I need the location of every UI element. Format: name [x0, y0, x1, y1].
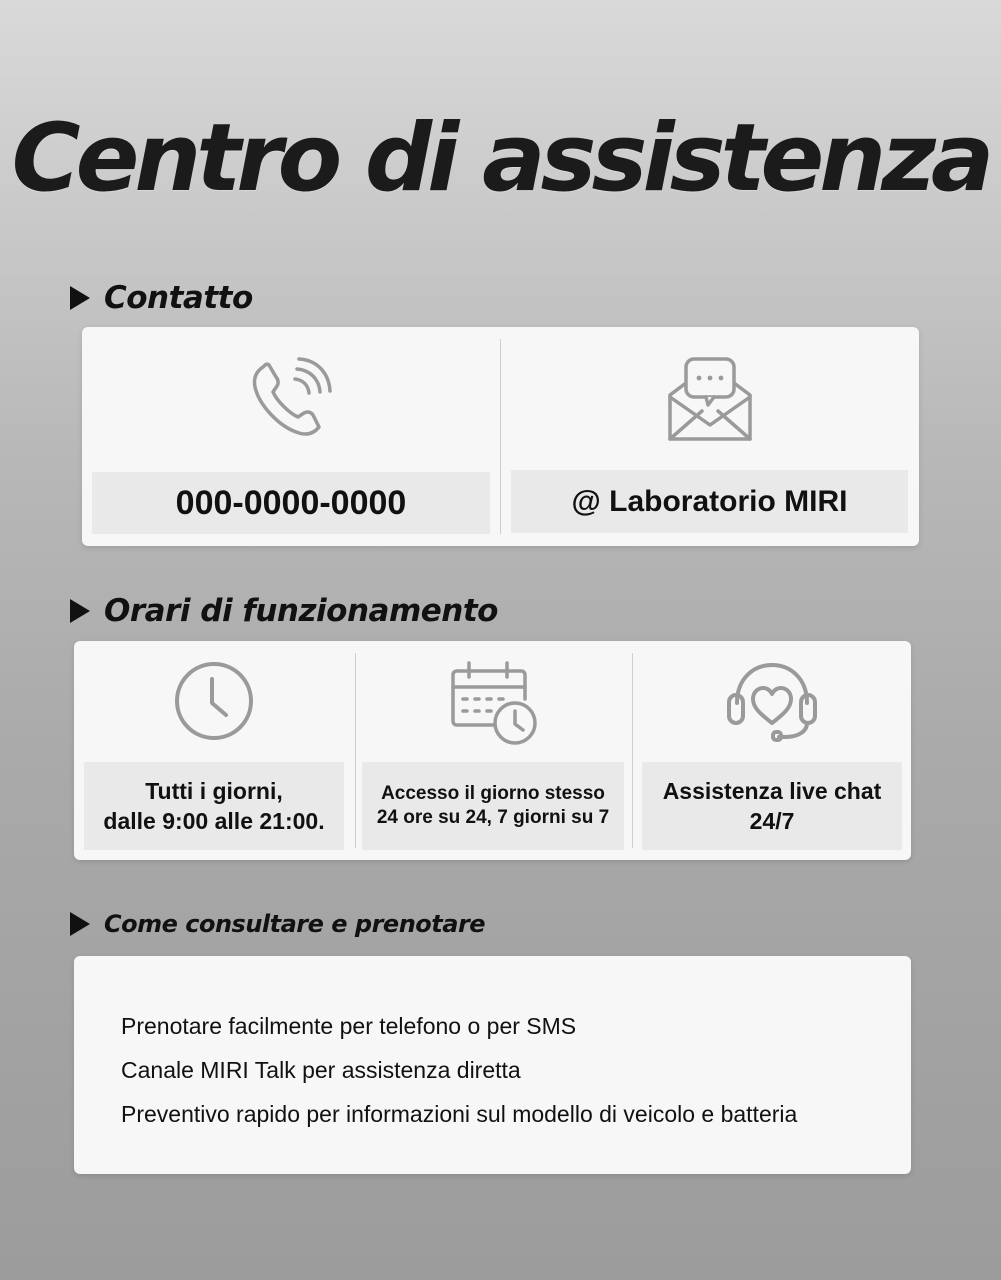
- triangle-bullet-icon: [70, 286, 90, 310]
- page-title: Centro di assistenza: [11, 104, 990, 213]
- hours-sameday-line1: Accesso il giorno stesso: [381, 783, 605, 804]
- phone-label: 000-0000-0000: [92, 472, 490, 534]
- hours-livechat-line2: 24/7: [749, 808, 795, 834]
- email-cell[interactable]: [501, 327, 919, 546]
- contact-heading: Contatto: [104, 280, 253, 316]
- section-heading-contact: [70, 280, 253, 316]
- contact-card: [82, 327, 919, 546]
- hours-sameday-line2: 24 ore su 24, 7 giorni su 7: [376, 807, 610, 828]
- calendar-clock-icon: [449, 659, 539, 747]
- list-item: Canale MIRI Talk per assistenza diretta: [121, 1057, 521, 1083]
- booking-card: [74, 956, 911, 1174]
- hours-card: [74, 641, 911, 860]
- booking-heading: Come consultare e prenotare: [104, 910, 486, 938]
- hours-cell-daily: [74, 641, 354, 860]
- mail-chat-icon: [662, 351, 758, 445]
- list-item: Preventivo rapido per informazioni sul modello di veicolo e batteria: [121, 1101, 798, 1127]
- hours-cell-sameday: [356, 641, 632, 860]
- email-label: @ Laboratorio MIRI: [511, 470, 908, 533]
- hours-label-livechat: [642, 762, 902, 850]
- section-heading-hours: [70, 593, 498, 629]
- triangle-bullet-icon: [70, 599, 90, 623]
- section-heading-booking: [70, 910, 485, 938]
- phone-icon: [243, 349, 339, 445]
- hours-label-daily: [84, 762, 344, 850]
- headset-heart-icon: [723, 659, 821, 743]
- hours-label-sameday: [362, 762, 624, 850]
- booking-list: [121, 1004, 797, 1136]
- hours-daily-line2: dalle 9:00 alle 21:00.: [103, 808, 325, 834]
- triangle-bullet-icon: [70, 912, 90, 936]
- hours-heading: Orari di funzionamento: [104, 593, 498, 629]
- phone-cell[interactable]: [82, 327, 500, 546]
- list-item: Prenotare facilmente per telefono o per SMS: [121, 1013, 577, 1039]
- hours-cell-livechat: [633, 641, 911, 860]
- hours-livechat-line1: Assistenza live chat: [662, 778, 882, 804]
- hours-daily-line1: Tutti i giorni,: [145, 778, 283, 804]
- clock-icon: [172, 659, 256, 743]
